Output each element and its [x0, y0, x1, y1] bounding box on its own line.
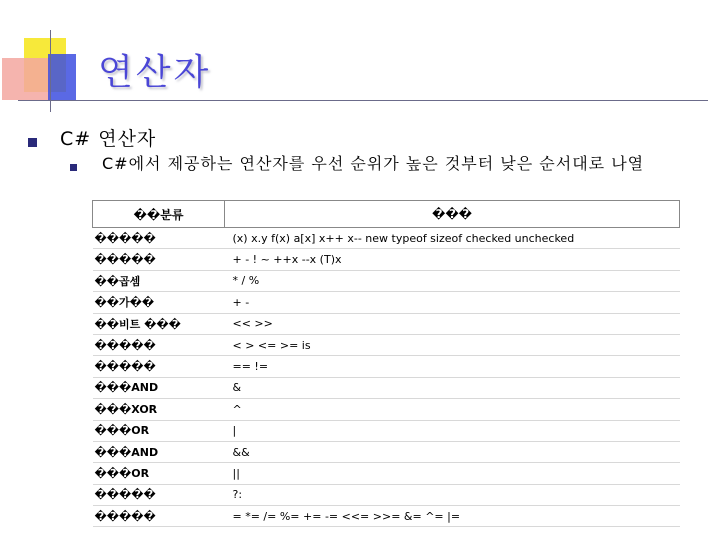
title-underline — [18, 100, 708, 101]
category-cell: ���OR — [93, 420, 225, 441]
category-cell: ��비트 ��� — [93, 313, 225, 334]
category-cell: ���AND — [93, 441, 225, 462]
category-cell: ����� — [93, 506, 225, 527]
table-row — [93, 463, 680, 484]
square-bullet-icon — [28, 138, 37, 147]
decor-blue-block — [48, 54, 76, 100]
table-row — [93, 484, 680, 505]
table-row — [93, 420, 680, 441]
category-cell: ���AND — [93, 377, 225, 398]
operators-cell: | — [225, 420, 680, 441]
operators-cell: = *= /= %= += -= <<= >>= &= ^= |= — [225, 506, 680, 527]
category-cell: ���OR — [93, 463, 225, 484]
table-header-row — [93, 201, 680, 228]
operators-cell: ?: — [225, 484, 680, 505]
decor-red-block — [2, 58, 50, 100]
category-cell: ���XOR — [93, 399, 225, 420]
slide-title: 연산자 — [98, 52, 212, 93]
category-cell: ��곱셈 — [93, 270, 225, 291]
table-row — [93, 506, 680, 527]
operators-cell: (x) x.y f(x) a[x] x++ x-- new typeof sizeof checked unchecked — [225, 228, 680, 249]
operators-cell: == != — [225, 356, 680, 377]
category-cell: ����� — [93, 484, 225, 505]
category-cell: ����� — [93, 334, 225, 355]
description-text: C#에서 제공하는 연산자를 우선 순위가 높은 것부터 낮은 순서대로 나열 — [102, 154, 645, 173]
category-cell: ����� — [93, 356, 225, 377]
column-header-operators: ��� — [225, 201, 680, 228]
operators-cell: ^ — [225, 399, 680, 420]
table-row — [93, 441, 680, 462]
table-row — [93, 270, 680, 291]
operators-cell: & — [225, 377, 680, 398]
table-row — [93, 313, 680, 334]
operators-cell: + - ! ~ ++x --x (T)x — [225, 249, 680, 270]
category-cell: ����� — [93, 249, 225, 270]
section-heading: C# 연산자 — [60, 128, 157, 150]
category-cell: ��가�� — [93, 292, 225, 313]
operators-cell: && — [225, 441, 680, 462]
table-row — [93, 292, 680, 313]
operators-cell: || — [225, 463, 680, 484]
operators-cell: << >> — [225, 313, 680, 334]
operators-cell: + - — [225, 292, 680, 313]
table-row — [93, 356, 680, 377]
square-bullet-icon — [70, 164, 77, 171]
operators-cell: * / % — [225, 270, 680, 291]
table-row — [93, 249, 680, 270]
table-row — [93, 399, 680, 420]
table-row — [93, 377, 680, 398]
operators-cell: < > <= >= is — [225, 334, 680, 355]
table-row — [93, 228, 680, 249]
category-cell: ����� — [93, 228, 225, 249]
column-header-category: ��분류 — [93, 201, 225, 228]
operator-table — [92, 200, 680, 527]
table-row — [93, 334, 680, 355]
